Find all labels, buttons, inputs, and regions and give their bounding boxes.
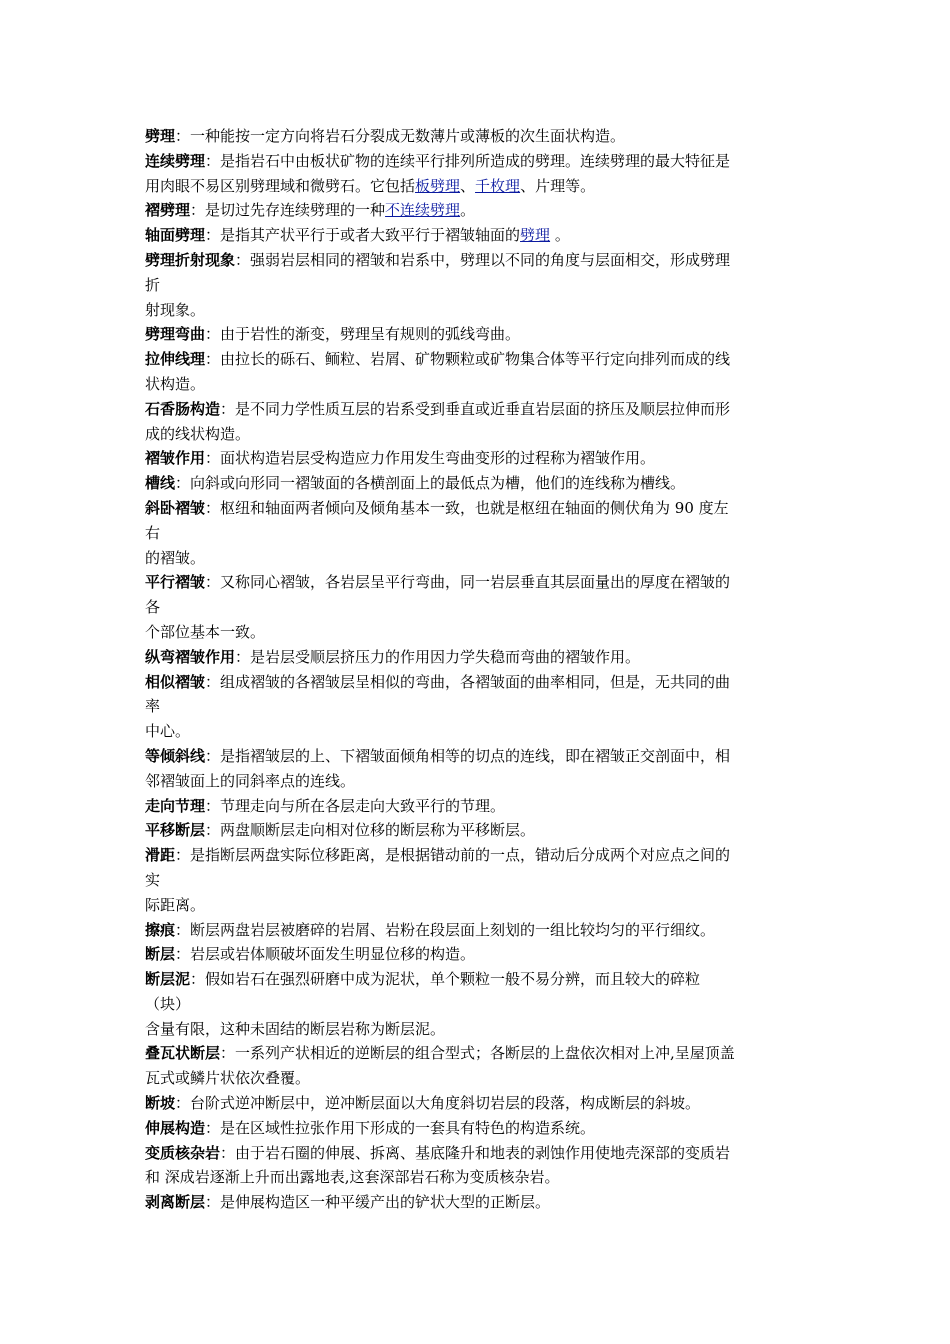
- definition-text: 向斜或向形同一褶皱面的各横剖面上的最低点为槽，他们的连线称为槽线。: [190, 474, 686, 493]
- definition-text: 是指其产状平行于或者大致平行于褶皱轴面的: [220, 226, 521, 245]
- definition-text: 组成褶皱的各褶皱层呈相似的弯曲，各褶皱面的曲率相同，但是，无共同的曲: [220, 672, 731, 691]
- definition-text: 射现象。: [145, 300, 206, 319]
- glossary-term: 劈理: [145, 127, 176, 145]
- glossary-term: 擦痕: [145, 920, 176, 939]
- entry-line: [145, 1190, 810, 1215]
- definition-text: 由于岩性的渐变，劈理呈有规则的弧线弯曲。: [220, 325, 521, 344]
- term-separator: ：: [205, 573, 221, 592]
- definition-text: 含量有限，这种未固结的断层岩称为断层泥。: [145, 1019, 446, 1038]
- definition-tail: 。: [460, 201, 476, 220]
- entry-line: [145, 471, 810, 496]
- glossary-term: 褶劈理: [145, 201, 191, 220]
- definition-text: 际距离。: [145, 895, 206, 914]
- glossary-term: 走向节理: [145, 796, 206, 815]
- entry-line: [145, 174, 810, 199]
- definition-text: 成的线状构造。: [145, 424, 251, 443]
- definition-text: 瓦式或鳞片状依次叠覆。: [145, 1069, 311, 1088]
- term-separator: ：: [220, 399, 236, 418]
- term-separator: ：: [175, 474, 191, 493]
- entry-line: [145, 794, 810, 819]
- definition-text: 强弱岩层相同的褶皱和岩系中，劈理以不同的角度与层面相交，形成劈理: [250, 250, 731, 269]
- definition-text: 用肉眼不易区别劈理域和微劈石。它包括: [145, 176, 416, 195]
- entry-line: [145, 1017, 810, 1042]
- glossary-term: 剥离断层: [145, 1193, 206, 1212]
- definition-text: 的褶皱。: [145, 548, 206, 567]
- entry-line: [145, 124, 810, 149]
- entry-line: [145, 223, 810, 248]
- definition-text: 是指岩石中由板状矿物的连续平行排列所造成的劈理。连续劈理的最大特征是: [220, 151, 731, 170]
- entry-line: [145, 942, 810, 967]
- glossary-term: 劈理弯曲: [145, 325, 206, 344]
- term-separator: ：: [175, 920, 191, 939]
- term-link[interactable]: 板劈理: [415, 176, 461, 195]
- definition-text: 右: [145, 523, 161, 542]
- glossary-term: 滑距: [145, 846, 176, 865]
- glossary-term: 槽线: [145, 474, 176, 493]
- definition-text: 由于岩石圈的伸展、拆离、基底隆升和地表的剥蚀作用使地壳深部的变质岩: [235, 1143, 731, 1162]
- entry-line: [145, 570, 810, 595]
- entry-line: [145, 1141, 810, 1166]
- entry-line: [145, 1091, 810, 1116]
- glossary-term: 斜卧褶皱: [145, 498, 206, 517]
- entry-line: [145, 818, 810, 843]
- entry-line: [145, 397, 810, 422]
- definition-text: 枢纽和轴面两者倾向及倾角基本一致，也就是枢纽在轴面的侧伏角为 90 度左: [220, 498, 729, 517]
- entry-line: [145, 446, 810, 471]
- term-separator: ：: [205, 796, 221, 815]
- glossary-term: 变质核杂岩: [145, 1143, 221, 1162]
- definition-text: 是岩层受顺层挤压力的作用因力学失稳而弯曲的褶皱作用。: [250, 647, 641, 666]
- entry-line: [145, 546, 810, 571]
- term-separator: ：: [235, 647, 251, 666]
- glossary-term: 拉伸线理: [145, 350, 206, 369]
- entry-line: [145, 645, 810, 670]
- term-separator: ：: [175, 1094, 191, 1113]
- entry-line: [145, 149, 810, 174]
- term-separator: ：: [205, 449, 221, 468]
- term-separator: ：: [205, 151, 221, 170]
- entry-line: [145, 595, 810, 620]
- entry-line: [145, 843, 810, 868]
- definition-text: 和 深成岩逐渐上升而出露地表,这套深部岩石称为变质核杂岩。: [145, 1168, 560, 1187]
- entry-line: [145, 868, 810, 893]
- definition-tail: 、片理等。: [520, 176, 596, 195]
- definition-text: 假如岩石在强烈研磨中成为泥状，单个颗粒一般不易分辨，而且较大的碎粒: [205, 970, 701, 989]
- definition-text: 岩层或岩体顺破坏面发生明显位移的构造。: [190, 945, 476, 964]
- definition-text: 邻褶皱面上的同斜率点的连线。: [145, 771, 356, 790]
- entry-line: [145, 521, 810, 546]
- entry-line: [145, 496, 810, 521]
- entry-line: [145, 620, 810, 645]
- definition-text: 是在区域性拉张作用下形成的一套具有特色的构造系统。: [220, 1118, 596, 1137]
- entry-line: [145, 322, 810, 347]
- term-separator: ：: [205, 1118, 221, 1137]
- document-page: [145, 124, 810, 1215]
- entry-line: [145, 769, 810, 794]
- definition-text: 又称同心褶皱，各岩层呈平行弯曲，同一岩层垂直其层面量出的厚度在褶皱的: [220, 573, 731, 592]
- definition-text: 是不同力学性质互层的岩系受到垂直或近垂直岩层面的挤压及顺层拉伸而形: [235, 399, 731, 418]
- definition-text: （块）: [145, 994, 191, 1013]
- glossary-term: 石香肠构造: [145, 399, 221, 418]
- glossary-term: 平行褶皱: [145, 573, 206, 592]
- glossary-term: 断坡: [145, 1094, 176, 1113]
- entry-line: [145, 422, 810, 447]
- term-separator: ：: [205, 325, 221, 344]
- entry-line: [145, 967, 810, 992]
- entry-line: [145, 248, 810, 273]
- term-separator: ：: [205, 672, 221, 691]
- entry-line: [145, 670, 810, 695]
- definition-text: 中心。: [145, 722, 191, 741]
- entry-line: [145, 719, 810, 744]
- entry-line: [145, 372, 810, 397]
- definition-text: 台阶式逆冲断层中，逆冲断层面以大角度斜切岩层的段落，构成断层的斜坡。: [190, 1094, 701, 1113]
- definition-text: 断层两盘岩层被磨碎的岩屑、岩粉在段层面上刻划的一组比较均匀的平行细纹。: [190, 920, 716, 939]
- definition-text: 折: [145, 275, 161, 294]
- definition-text: 是指断层两盘实际位移距离，是根据错动前的一点，错动后分成两个对应点之间的: [190, 846, 731, 865]
- entry-line: [145, 918, 810, 943]
- term-separator: ：: [205, 1193, 221, 1212]
- definition-text: 两盘顺断层走向相对位移的断层称为平移断层。: [220, 821, 536, 840]
- term-link[interactable]: 劈理: [520, 226, 551, 245]
- entry-line: [145, 694, 810, 719]
- link-separator: 、: [460, 176, 476, 195]
- entry-line: [145, 198, 810, 223]
- glossary-term: 断层: [145, 945, 176, 964]
- term-separator: ：: [175, 846, 191, 865]
- glossary-term: 叠瓦状断层: [145, 1044, 221, 1063]
- definition-text: 是切过先存连续劈理的一种: [205, 201, 386, 220]
- term-link[interactable]: 不连续劈理: [385, 201, 461, 220]
- glossary-term: 等倾斜线: [145, 746, 206, 765]
- entry-line: [145, 347, 810, 372]
- entry-line: [145, 1066, 810, 1091]
- term-link[interactable]: 千枚理: [475, 176, 521, 195]
- term-separator: ：: [220, 1044, 236, 1063]
- glossary-term: 平移断层: [145, 821, 206, 840]
- term-separator: ：: [205, 498, 221, 517]
- definition-text: 状构造。: [145, 374, 206, 393]
- term-separator: ：: [205, 226, 221, 245]
- term-separator: ：: [205, 746, 221, 765]
- entry-line: [145, 893, 810, 918]
- term-separator: ：: [205, 350, 221, 369]
- term-separator: ：: [175, 945, 191, 964]
- term-separator: ：: [175, 127, 191, 145]
- definition-text: 是伸展构造区一种平缓产出的铲状大型的正断层。: [220, 1193, 551, 1212]
- definition-text: 个部位基本一致。: [145, 622, 266, 641]
- glossary-term: 轴面劈理: [145, 226, 206, 245]
- glossary-term: 相似褶皱: [145, 672, 206, 691]
- entry-line: [145, 273, 810, 298]
- entry-line: [145, 992, 810, 1017]
- glossary-term: 褶皱作用: [145, 449, 206, 468]
- definition-text: 率: [145, 697, 161, 716]
- term-separator: ：: [205, 821, 221, 840]
- glossary-term: 劈理折射现象: [145, 250, 236, 269]
- entry-line: [145, 744, 810, 769]
- definition-text: 各: [145, 598, 161, 617]
- definition-text: 实: [145, 870, 161, 889]
- glossary-term: 纵弯褶皱作用: [145, 647, 236, 666]
- definition-text: 是指褶皱层的上、下褶皱面倾角相等的切点的连线，即在褶皱正交剖面中，相: [220, 746, 731, 765]
- definition-text: 一系列产状相近的逆断层的组合型式；各断层的上盘依次相对上冲,呈屋顶盖: [235, 1044, 735, 1063]
- term-separator: ：: [190, 970, 206, 989]
- definition-text: 面状构造岩层受构造应力作用发生弯曲变形的过程称为褶皱作用。: [220, 449, 656, 468]
- term-separator: ：: [190, 201, 206, 220]
- glossary-term: 伸展构造: [145, 1118, 206, 1137]
- definition-text: 一种能按一定方向将岩石分裂成无数薄片或薄板的次生面状构造。: [190, 127, 626, 145]
- definition-text: 节理走向与所在各层走向大致平行的节理。: [220, 796, 506, 815]
- glossary-term: 断层泥: [145, 970, 191, 989]
- entry-line: [145, 1165, 810, 1190]
- entry-line: [145, 298, 810, 323]
- definition-tail: 。: [550, 226, 570, 245]
- glossary-term: 连续劈理: [145, 151, 206, 170]
- term-separator: ：: [220, 1143, 236, 1162]
- definition-text: 由拉长的砾石、鲕粒、岩屑、矿物颗粒或矿物集合体等平行定向排列而成的线: [220, 350, 731, 369]
- term-separator: ：: [235, 250, 251, 269]
- entry-line: [145, 1116, 810, 1141]
- entry-line: [145, 1041, 810, 1066]
